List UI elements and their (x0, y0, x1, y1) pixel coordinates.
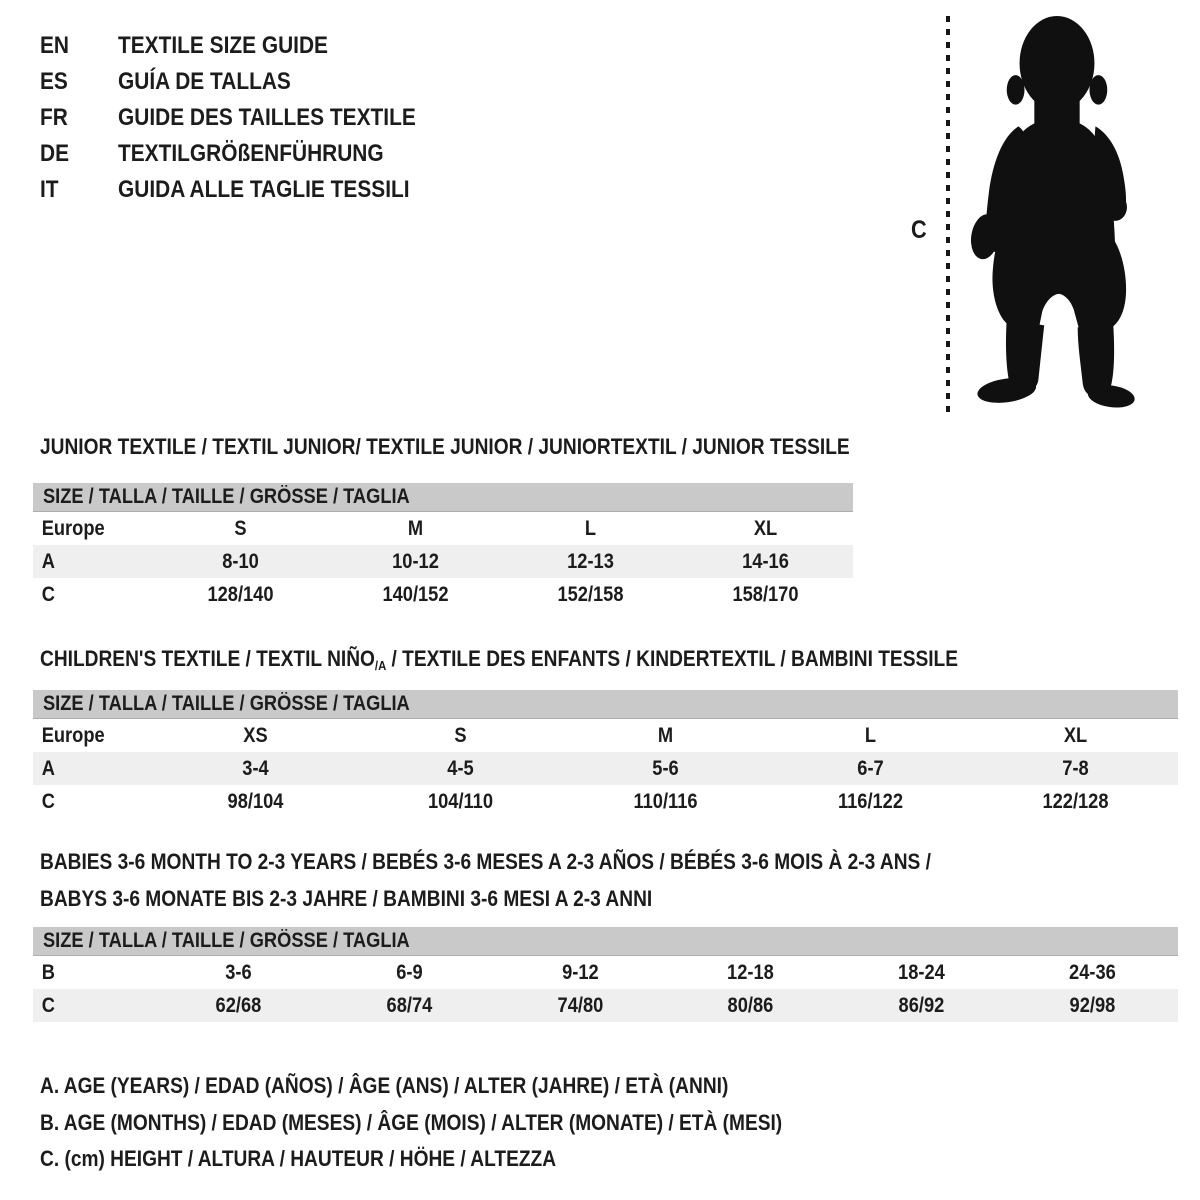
value-cell: 140/152 (382, 583, 449, 606)
measure-c-label: C (911, 216, 927, 244)
table-row-age (33, 545, 853, 578)
value-cell: 68/74 (386, 994, 433, 1017)
section-title-babies-line1: BABIES 3-6 MONTH TO 2-3 YEARS / BEBÉS 3-6 MESES A 2-3 AÑOS / BÉBÉS 3-6 MOIS À 2-3 ANS / (40, 849, 931, 874)
legend-line-a: A. AGE (YEARS) / EDAD (AÑOS) / ÂGE (ANS) / ALTER (JAHRE) / ETÀ (ANNI) (40, 1073, 729, 1098)
row-label-cell: A (41, 550, 55, 573)
table-row-height (33, 578, 853, 611)
value-cell: S (234, 517, 247, 540)
language-label-text: GUIDE DES TAILLES TEXTILE (118, 104, 416, 131)
value-cell: 10-12 (392, 550, 439, 573)
language-code (40, 64, 118, 100)
language-label-text: TEXTILGRÖßENFÜHRUNG (118, 140, 384, 167)
row-label-cell: C (41, 583, 55, 606)
size-table-header-label: SIZE / TALLA / TAILLE / GRÖSSE / TAGLIA (43, 929, 410, 952)
size-table-header-label: SIZE / TALLA / TAILLE / GRÖSSE / TAGLIA (43, 692, 410, 715)
value-cell: 152/158 (557, 583, 624, 606)
toddler-silhouette (962, 14, 1152, 418)
value-cell: S (454, 724, 467, 747)
table-row-europe (33, 512, 853, 545)
value-cell: 98/104 (227, 790, 284, 813)
value-cell: 4-5 (447, 757, 474, 780)
value-cell: L (584, 517, 597, 540)
value-cell: 74/80 (557, 994, 603, 1017)
size-table-babies (33, 927, 1178, 1022)
language-item-it (40, 172, 460, 208)
value-cell: 18-24 (898, 961, 946, 984)
row-label-cell: A (41, 757, 55, 780)
value-cell: 6-9 (396, 961, 423, 984)
language-item-fr (40, 100, 460, 136)
value-cell: 158/170 (732, 583, 799, 606)
language-label (118, 172, 453, 208)
section-title-children-sub: /A (374, 658, 387, 673)
value-cell: XS (243, 724, 268, 747)
language-item-de (40, 136, 460, 172)
silhouette-ear-left (1007, 75, 1025, 105)
value-cell: 116/122 (837, 790, 904, 813)
value-cell: 80/86 (728, 994, 774, 1017)
section-title-children (40, 646, 958, 678)
value-cell: 92/98 (1069, 994, 1116, 1017)
language-code-text: EN (40, 32, 70, 59)
value-cell: 128/140 (207, 583, 274, 606)
language-label (118, 100, 460, 136)
table-row-age (33, 752, 1178, 785)
section-title-babies-line2: BABYS 3-6 MONATE BIS 2-3 JAHRE / BAMBINI 3-6 MESI A 2-3 ANNI (40, 886, 653, 911)
size-table-children (33, 690, 1178, 818)
value-cell: XL (753, 517, 778, 540)
silhouette-shorts (992, 239, 1126, 334)
size-table-header (33, 483, 853, 512)
value-cell: M (407, 517, 424, 540)
language-code (40, 136, 118, 172)
silhouette-ear-right (1090, 75, 1108, 105)
table-row-height (33, 989, 1178, 1022)
table-row-europe (33, 719, 1178, 752)
value-cell: 122/128 (1042, 790, 1109, 813)
value-cell: XL (1063, 724, 1088, 747)
language-label (118, 64, 317, 100)
row-label-cell: C (41, 790, 55, 813)
value-cell: L (864, 724, 877, 747)
language-title-list (40, 28, 460, 208)
size-table-header (33, 927, 1178, 956)
value-cell: 12-18 (727, 961, 775, 984)
value-cell: 110/116 (633, 790, 698, 813)
table-row-months (33, 956, 1178, 989)
value-cell: 14-16 (742, 550, 789, 573)
language-label (118, 136, 423, 172)
language-code-text: DE (40, 140, 70, 167)
value-cell: 5-6 (652, 757, 679, 780)
value-cell: 12-13 (567, 550, 614, 573)
language-label-text: GUIDA ALLE TAGLIE TESSILI (118, 176, 410, 203)
section-title-children-part1: CHILDREN'S TEXTILE / TEXTIL NIÑO (40, 646, 375, 671)
section-title-babies (40, 843, 1200, 917)
value-cell: 24-36 (1069, 961, 1116, 984)
value-cell: 104/110 (427, 790, 494, 813)
value-cell: 7-8 (1062, 757, 1089, 780)
value-cell: M (657, 724, 674, 747)
size-table-junior (33, 483, 853, 611)
language-code (40, 172, 118, 208)
value-cell: 3-6 (225, 961, 252, 984)
row-label-cell: Europe (41, 724, 105, 747)
section-title-children-part2: / TEXTILE DES ENFANTS / KINDERTEXTIL / BAMBINI TESSILE (386, 646, 959, 671)
silhouette-hand-right (1103, 193, 1127, 221)
language-code-text: IT (40, 176, 59, 203)
row-label-cell: B (41, 961, 55, 984)
value-cell: 3-4 (242, 757, 269, 780)
row-label-cell: Europe (41, 517, 105, 540)
value-cell: 6-7 (857, 757, 884, 780)
section-title-junior: JUNIOR TEXTILE / TEXTIL JUNIOR/ TEXTILE JUNIOR / JUNIORTEXTIL / JUNIOR TESSILE (40, 434, 850, 459)
language-code-text: ES (40, 68, 68, 95)
value-cell: 86/92 (898, 994, 945, 1017)
language-item-es (40, 64, 460, 100)
language-code (40, 28, 118, 64)
size-table-header (33, 690, 1178, 719)
value-cell: 8-10 (222, 550, 259, 573)
language-item-en (40, 28, 460, 64)
language-label (118, 28, 359, 64)
legend-line-b: B. AGE (MONTHS) / EDAD (MESES) / ÂGE (MOIS) / ALTER (MONATE) / ETÀ (MESI) (40, 1109, 783, 1135)
language-label-text: GUÍA DE TALLAS (118, 68, 291, 95)
value-cell: 9-12 (561, 961, 599, 984)
language-code-text: FR (40, 104, 68, 131)
size-table-header-label: SIZE / TALLA / TAILLE / GRÖSSE / TAGLIA (43, 485, 410, 508)
language-code (40, 100, 118, 136)
legend (40, 1068, 893, 1178)
row-label-cell: C (41, 994, 55, 1017)
legend-line-c: C. (cm) HEIGHT / ALTURA / HAUTEUR / HÖHE / ALTEZZA (40, 1146, 557, 1171)
value-cell: 62/68 (215, 994, 262, 1017)
language-label-text: TEXTILE SIZE GUIDE (118, 32, 328, 59)
height-dashed-line (946, 16, 950, 416)
table-row-height (33, 785, 1178, 818)
